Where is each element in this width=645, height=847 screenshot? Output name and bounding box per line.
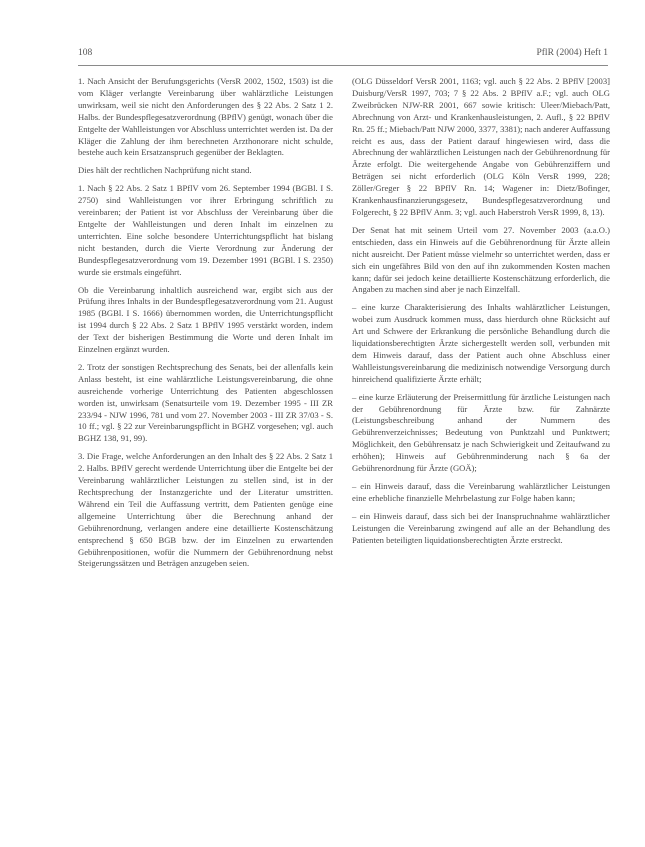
list-item: – eine kurze Charakterisierung des Inhalts wahlärztlicher Leistungen, wobei zum Ausdruck kommen muss, dass hierdurch ohne Rücksicht auf Art und Schwere der Erkrankung die persönliche Behandlung durch die liquidationsberechtigten Ärzte sichergestellt werden soll, verbunden mit dem Hinweis darauf, dass der Patient auch ohne Abschluss einer Wahlleistungsvereinbarung die medizinisch notwendige Versorgung durch hinreichend qualifizierte Ärzte erhält; — [352, 302, 610, 384]
list-item: – ein Hinweis darauf, dass die Vereinbarung wahlärztlicher Leistungen eine erhebliche finanzielle Mehrbelastung zur Folge haben kann; — [352, 481, 610, 503]
journal-reference: PflR (2004) Heft 1 — [536, 48, 608, 58]
paragraph: 1. Nach Ansicht der Berufungsgerichts (VersR 2002, 1502, 1503) ist die vom Kläger verlangte Vereinbarung über wahlärztliche Leistungen unwirksam, weil sie nicht den Anforderungen des § 22 Abs. 2 Satz 1 2. Halbs. der Bundespflegesatzverordnung (BPflV) genügt, wonach über die Entgelte der Wahlleistungen vor Abschluss unterrichtet werden ist. Da der Kläger die Zahlung der ihm berechneten Arzthonorare nicht schulde, bestehe auch kein Ersatzanspruch gegenüber der Beklagten. — [78, 76, 333, 158]
list-item: – ein Hinweis darauf, dass sich bei der Inanspruchnahme wahlärztlicher Leistungen die Vereinbarung zwingend auf alle an der Behandlung des Patienten beteiligten liquidationsberechtigten Ärzte erstreckt. — [352, 510, 610, 545]
left-text-column — [78, 76, 333, 576]
header-divider — [78, 65, 608, 66]
list-item: – eine kurze Erläuterung der Preisermittlung für ärztliche Leistungen nach der Gebührenordnung für Ärzte bzw. für Zahnärzte (Leistungsbeschreibung anhand der Nummern des Gebührenverzeichnisses; Bedeutung von Punktzahl und Punktwert; Möglichkeit, den Gebührensatz je nach Schwierigkeit und Zeitaufwand zu erhöhen); Hinweis auf Gebührenminderung nach § 6a der Gebührenordnung für Ärzte (GOÄ); — [352, 391, 610, 474]
paragraph: 2. Trotz der sonstigen Rechtsprechung des Senats, bei der allenfalls kein Anlass besteht, ist eine wahlärztliche Leistungsvereinbarung, die ohne ausreichende vorherige Unterrichtung des Patienten abgeschlossen worden ist, unwirksam (Senatsurteile vom 19. Dezember 1995 - III ZR 233/94 - NJW 1996, 781 und vom 27. November 2003 - III ZR 37/03 - S. 10 ff.; vgl. § 22 zur Vereinbarungspflicht in BGHZ vorgesehen; vgl. auch BGHZ 138, 91, 99). — [78, 361, 333, 444]
page-header — [78, 48, 608, 66]
paragraph: Ob die Vereinbarung inhaltlich ausreichend war, ergibt sich aus der Prüfung ihres Inhalts in der Bundespflegesatzverordnung vom 21. August 1985 (BGBl. I S. 1666) übernommen worden, die Unterrichtungspflicht ist 1994 durch § 22 Abs. 2 Satz 1 BPflV 1995 verstärkt worden, indem der Text der bisherigen Bestimmung die Worte und deren Inhalt im Einzelnen ergänzt wurden. — [78, 284, 333, 355]
paragraph: (OLG Düsseldorf VersR 2001, 1163; vgl. auch § 22 Abs. 2 BPflV [2003] Duisburg/VersR 1997, 703; 7 § 22 Abs. 2 BPflV a.F.; vgl. auch OLG Zweibrücken NJW-RR 2001, 667 sowie kritisch: Uleer/Miebach/Patt, Abrechnung von Arzt- und Krankenhausleistungen, 2. Aufl., § 22 BPflV Rn. 25 ff.; Miebach/Patt NJW 2000, 3377, 3381); nach anderer Auffassung reicht es aus, dass der Patient darauf hingewiesen wird, dass die Abrechnung der wahlärztlichen Leistungen nach der Gebührenordnung für Ärzte erfolgt. Die weitergehende Angabe von Gebührenziffern und Beträgen sei nicht erforderlich (OLG Köln VersR 1999, 228; Zöller/Greger § 22 BPflV Rn. 14; Wagener in: Dietz/Bofinger, Krankenhausfinanzierungsgesetz, Bundespflegesatzverordnung und Folgerecht, § 22 BPflV Anm. 3; vgl. auch Haberstroh VersR 1999, 8, 13). — [352, 76, 610, 217]
page-number: 108 — [78, 48, 93, 58]
paragraph: Dies hält der rechtlichen Nachprüfung nicht stand. — [78, 165, 252, 176]
paragraph: 1. Nach § 22 Abs. 2 Satz 1 BPflV vom 26. September 1994 (BGBl. I S. 2750) sind Wahlleistungen vor ihrer Erbringung schriftlich zu vereinbaren; der Patient ist vor Abschluss der Vereinbarung über die Entgelte der Wahlleistungen und deren Inhalt im einzelnen zu unterrichten. Eine solche besondere Unterrichtungspflicht hat bislang nicht bestanden, durch die Vierte Verordnung zur Änderung der Bundespflegesatzverordnung vom 19. Dezember 1991 (BGBl. I S. 2350) wurde sie erstmals eingeführt. — [78, 183, 333, 277]
paragraph: Der Senat hat mit seinem Urteil vom 27. November 2003 (a.a.O.) entschieden, dass ein Hinweis auf die Gebührenordnung für Ärzte allein nicht ausreicht. Der Patient müsse vielmehr so unterrichtet werden, dass er sich ein ungefähres Bild von den auf ihn zukommenden Kosten machen kann; dafür sei jedoch keine detaillierte Kostenschätzung erforderlich, die Angaben zu machen sind aber je nach Einzelfall. — [352, 224, 610, 295]
paragraph: 3. Die Frage, welche Anforderungen an den Inhalt des § 22 Abs. 2 Satz 1 2. Halbs. BPflV gerecht werdende Unterrichtung über die Entgelte bei der Vereinbarung wahlärztlicher Leistungen zu stellen sind, ist in der Rechtsprechung der Instanzgerichte und der Literatur umstritten. Während ein Teil die Auffassung vertritt, dem Patienten genüge eine allgemeine Unterrichtung über die Berechnung anhand der Gebührenordnung, verlangen andere eine detaillierte Kostenschätzung entsprechend § 650 BGB bzw. der im Einzelnen zu erwartenden Gebührenpositionen, wofür die Nummern der Gebührenordnung nebst Steigerungssätzen und Beträgen anzugeben seien. — [78, 451, 333, 569]
right-text-column — [352, 76, 610, 553]
